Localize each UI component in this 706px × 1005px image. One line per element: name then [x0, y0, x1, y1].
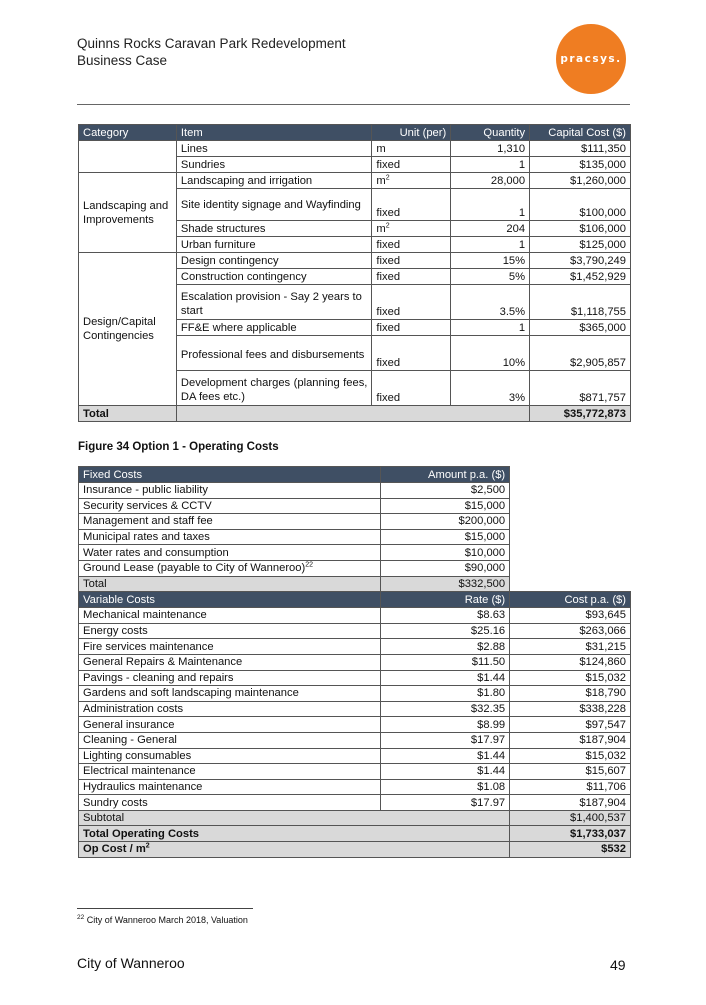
variable-cost-value: $18,790 [510, 686, 631, 702]
footnote-number: 22 [77, 914, 85, 921]
unit-cell: fixed [372, 253, 451, 269]
fixed-total-value: $332,500 [381, 576, 510, 592]
total-label: Total [79, 406, 177, 422]
variable-cost-rate: $1.44 [381, 748, 510, 764]
item-cell: Shade structures [176, 221, 372, 237]
table-row [79, 498, 631, 514]
variable-cost-label: General insurance [79, 717, 381, 733]
variable-cost-rate: $8.63 [381, 608, 510, 624]
opcost-m2-superscript: 2 [145, 842, 150, 850]
variable-cost-rate: $2.88 [381, 639, 510, 655]
footnote [77, 915, 248, 925]
quantity-cell: 28,000 [451, 173, 530, 189]
total-operating-row [79, 826, 631, 842]
table-row [79, 639, 631, 655]
empty-cell [510, 498, 631, 514]
table-row [79, 732, 631, 748]
cost-cell: $111,350 [530, 141, 631, 157]
fixed-cost-label: Insurance - public liability [79, 483, 381, 499]
pracsys-logo [556, 24, 626, 94]
total-operating-value: $1,733,037 [510, 826, 631, 842]
col-header-category: Category [79, 125, 177, 141]
quantity-cell: 204 [451, 221, 530, 237]
fixed-cost-amount: $200,000 [381, 514, 510, 530]
quantity-cell: 1 [451, 189, 530, 221]
variable-cost-label: Hydraulics maintenance [79, 779, 381, 795]
figure-caption: Figure 34 Option 1 - Operating Costs [78, 441, 279, 453]
col-header-rate: Rate ($) [381, 592, 510, 608]
col-header-quantity: Quantity [451, 125, 530, 141]
item-cell: Professional fees and disbursements [176, 336, 372, 371]
item-cell: Urban furniture [176, 237, 372, 253]
variable-cost-value: $97,547 [510, 717, 631, 733]
empty-cell [510, 560, 631, 576]
variable-cost-rate: $17.97 [381, 795, 510, 811]
quantity-cell: 1 [451, 320, 530, 336]
page-number: 49 [610, 957, 626, 973]
variable-cost-value: $338,228 [510, 701, 631, 717]
variable-cost-label: Administration costs [79, 701, 381, 717]
operating-cost-table [78, 466, 631, 858]
subtotal-row [79, 810, 631, 826]
category-contingencies: Design/Capital Contingencies [79, 253, 177, 406]
header-divider [77, 104, 630, 105]
variable-cost-rate: $8.99 [381, 717, 510, 733]
table-row [79, 141, 631, 157]
variable-cost-rate: $1.44 [381, 670, 510, 686]
variable-cost-label: Fire services maintenance [79, 639, 381, 655]
unit-text: m [376, 174, 386, 187]
unit-cell: fixed [372, 371, 451, 406]
cost-cell: $106,000 [530, 221, 631, 237]
opcost-m2-value: $532 [510, 842, 631, 858]
fixed-cost-amount: $10,000 [381, 545, 510, 561]
empty-cell [510, 467, 631, 483]
table-row [79, 670, 631, 686]
cost-cell: $1,260,000 [530, 173, 631, 189]
cost-cell: $365,000 [530, 320, 631, 336]
cost-cell: $3,790,249 [530, 253, 631, 269]
table-row [79, 748, 631, 764]
table-row [79, 514, 631, 530]
cost-cell: $100,000 [530, 189, 631, 221]
variable-costs-header-row [79, 592, 631, 608]
table-row [79, 560, 631, 576]
logo-text: pracsys. [560, 53, 622, 65]
variable-cost-value: $187,904 [510, 732, 631, 748]
variable-cost-value: $15,032 [510, 670, 631, 686]
variable-cost-rate: $25.16 [381, 623, 510, 639]
table-row [79, 779, 631, 795]
variable-cost-label: Electrical maintenance [79, 764, 381, 780]
table-row [79, 686, 631, 702]
fixed-cost-amount: $15,000 [381, 498, 510, 514]
footnote-reference[interactable]: 22 [305, 561, 314, 569]
table-row [79, 253, 631, 269]
item-cell: FF&E where applicable [176, 320, 372, 336]
quantity-cell: 1,310 [451, 141, 530, 157]
variable-cost-value: $124,860 [510, 654, 631, 670]
cost-cell: $1,118,755 [530, 285, 631, 320]
unit-cell [372, 173, 451, 189]
empty-cell [510, 576, 631, 592]
fixed-cost-label [79, 560, 381, 576]
table-row [79, 795, 631, 811]
empty-cell [510, 514, 631, 530]
cost-cell: $871,757 [530, 371, 631, 406]
category-cell-blank [79, 141, 177, 173]
variable-cost-value: $263,066 [510, 623, 631, 639]
fixed-total-row [79, 576, 631, 592]
fixed-cost-amount: $2,500 [381, 483, 510, 499]
unit-superscript: 2 [385, 173, 390, 181]
header-line-1: Quinns Rocks Caravan Park Redevelopment [77, 36, 346, 51]
opcost-m2-text: Op Cost / m [83, 843, 146, 856]
unit-cell: fixed [372, 320, 451, 336]
total-spacer [176, 406, 529, 422]
fixed-cost-label: Municipal rates and taxes [79, 529, 381, 545]
variable-cost-label: General Repairs & Maintenance [79, 654, 381, 670]
cost-cell: $2,905,857 [530, 336, 631, 371]
table-row [79, 173, 631, 189]
quantity-cell: 3.5% [451, 285, 530, 320]
footnote-divider [77, 908, 253, 909]
quantity-cell: 5% [451, 269, 530, 285]
fixed-cost-label: Security services & CCTV [79, 498, 381, 514]
table-row [79, 701, 631, 717]
document-header [77, 35, 346, 69]
col-header-amount: Amount p.a. ($) [381, 467, 510, 483]
unit-superscript: 2 [385, 221, 390, 229]
item-cell: Construction contingency [176, 269, 372, 285]
quantity-cell: 3% [451, 371, 530, 406]
col-header-fixed-costs: Fixed Costs [79, 467, 381, 483]
unit-cell: fixed [372, 336, 451, 371]
fixed-cost-amount: $15,000 [381, 529, 510, 545]
cost-cell: $1,452,929 [530, 269, 631, 285]
col-header-unit: Unit (per) [372, 125, 451, 141]
opcost-m2-label [79, 842, 510, 858]
cost-cell: $135,000 [530, 157, 631, 173]
variable-cost-label: Lighting consumables [79, 748, 381, 764]
unit-cell: fixed [372, 269, 451, 285]
unit-text: m [376, 222, 386, 235]
item-cell: Site identity signage and Wayfinding [176, 189, 372, 221]
empty-cell [510, 545, 631, 561]
table-row [79, 545, 631, 561]
variable-cost-value: $187,904 [510, 795, 631, 811]
unit-cell: m [372, 141, 451, 157]
fixed-total-label: Total [79, 576, 381, 592]
quantity-cell: 10% [451, 336, 530, 371]
variable-cost-label: Mechanical maintenance [79, 608, 381, 624]
table-row [79, 483, 631, 499]
opcost-m2-row [79, 842, 631, 858]
unit-cell: fixed [372, 237, 451, 253]
table-row [79, 608, 631, 624]
total-row [79, 406, 631, 422]
unit-cell [372, 221, 451, 237]
footnote-text: City of Wanneroo March 2018, Valuation [86, 915, 248, 925]
capital-cost-table [78, 124, 631, 422]
col-header-cost-pa: Cost p.a. ($) [510, 592, 631, 608]
unit-cell: fixed [372, 157, 451, 173]
col-header-variable-costs: Variable Costs [79, 592, 381, 608]
unit-cell: fixed [372, 189, 451, 221]
empty-cell [510, 483, 631, 499]
header-line-2: Business Case [77, 53, 168, 68]
variable-cost-value: $11,706 [510, 779, 631, 795]
footer-organization: City of Wanneroo [77, 955, 185, 971]
total-operating-label: Total Operating Costs [79, 826, 510, 842]
table-row [79, 529, 631, 545]
col-header-item: Item [176, 125, 372, 141]
subtotal-label: Subtotal [79, 810, 510, 826]
quantity-cell: 1 [451, 237, 530, 253]
item-cell: Lines [176, 141, 372, 157]
quantity-cell: 15% [451, 253, 530, 269]
item-cell: Design contingency [176, 253, 372, 269]
table-row [79, 623, 631, 639]
category-landscaping: Landscaping and Improvements [79, 173, 177, 253]
empty-cell [510, 529, 631, 545]
item-cell: Sundries [176, 157, 372, 173]
unit-cell: fixed [372, 285, 451, 320]
variable-cost-label: Gardens and soft landscaping maintenance [79, 686, 381, 702]
fixed-cost-label: Management and staff fee [79, 514, 381, 530]
variable-cost-value: $15,607 [510, 764, 631, 780]
variable-cost-rows [79, 608, 631, 811]
variable-cost-label: Energy costs [79, 623, 381, 639]
col-header-capital-cost: Capital Cost ($) [530, 125, 631, 141]
table-row [79, 717, 631, 733]
subtotal-value: $1,400,537 [510, 810, 631, 826]
quantity-cell: 1 [451, 157, 530, 173]
variable-cost-value: $15,032 [510, 748, 631, 764]
total-value: $35,772,873 [530, 406, 631, 422]
variable-cost-rate: $11.50 [381, 654, 510, 670]
variable-cost-rate: $1.44 [381, 764, 510, 780]
variable-cost-value: $31,215 [510, 639, 631, 655]
item-cell: Escalation provision - Say 2 years to start [176, 285, 372, 320]
variable-cost-value: $93,645 [510, 608, 631, 624]
item-cell: Development charges (planning fees, DA fees etc.) [176, 371, 372, 406]
variable-cost-rate: $1.08 [381, 779, 510, 795]
fixed-costs-header-row [79, 467, 631, 483]
fixed-cost-amount: $90,000 [381, 560, 510, 576]
fixed-cost-label: Water rates and consumption [79, 545, 381, 561]
variable-cost-label: Sundry costs [79, 795, 381, 811]
variable-cost-label: Pavings - cleaning and repairs [79, 670, 381, 686]
cost-cell: $125,000 [530, 237, 631, 253]
variable-cost-rate: $17.97 [381, 732, 510, 748]
variable-cost-rate: $32.35 [381, 701, 510, 717]
item-cell: Landscaping and irrigation [176, 173, 372, 189]
ground-lease-text: Ground Lease (payable to City of Wanneroo) [83, 562, 306, 575]
variable-cost-label: Cleaning - General [79, 732, 381, 748]
variable-cost-rate: $1.80 [381, 686, 510, 702]
table-header-row [79, 125, 631, 141]
table-row [79, 654, 631, 670]
table-row [79, 764, 631, 780]
